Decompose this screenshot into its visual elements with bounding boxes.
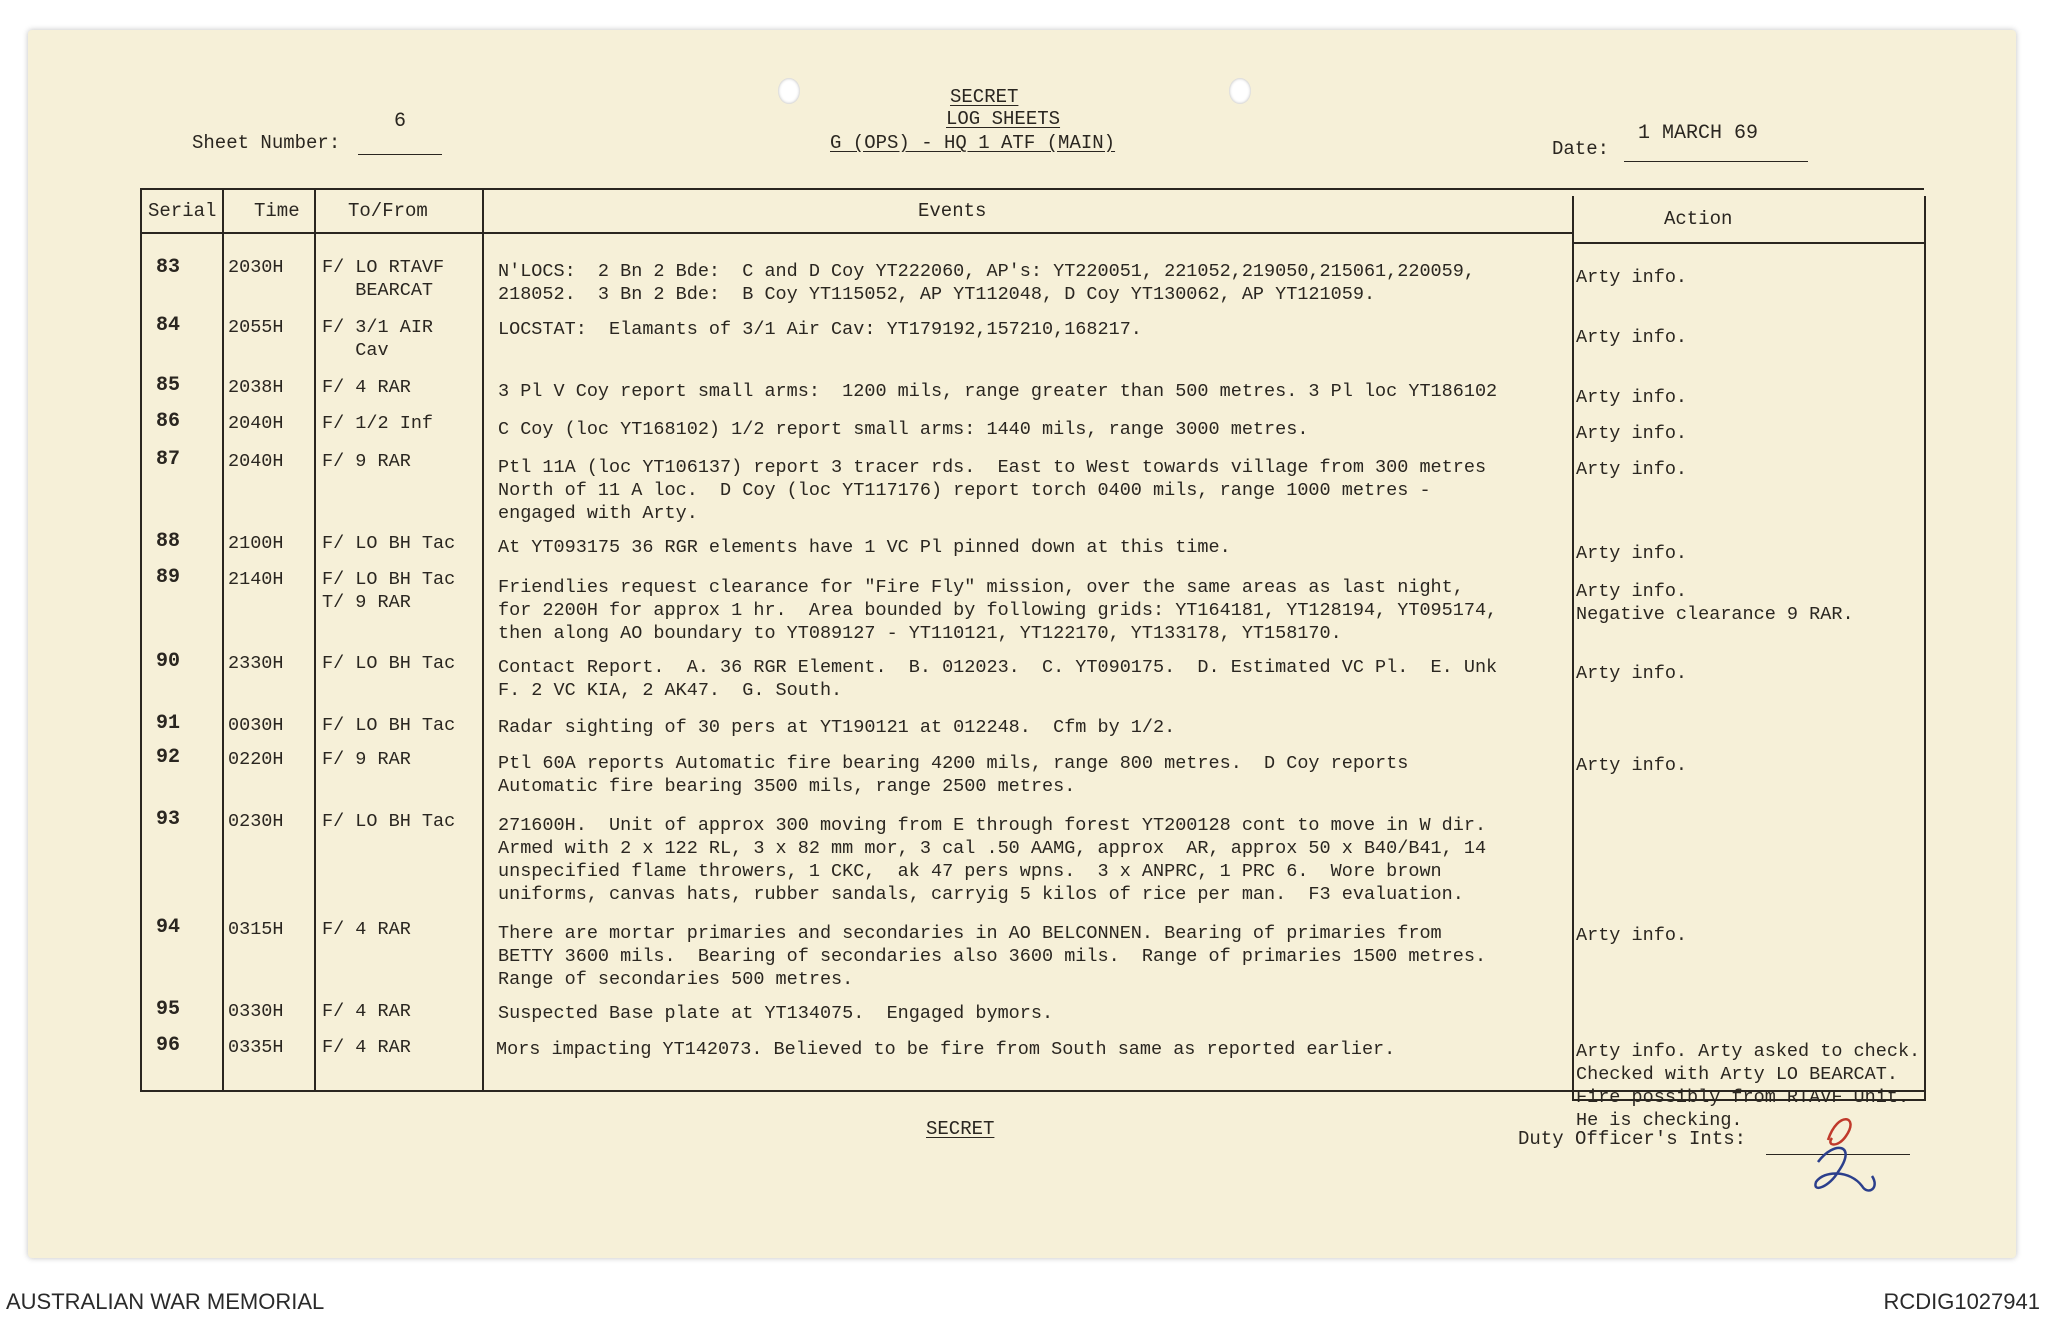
row-serial: 85 [156,374,181,397]
row-action: Arty info. [1576,925,1688,946]
col-divider-serial [222,188,224,1090]
col-header-to-from: To/From [348,200,428,222]
row-to-from: F/ LO BH Tac [322,715,456,736]
row-action: Arty info. Negative clearance 9 RAR. [1576,581,1854,625]
header-divider [140,232,1574,234]
row-action: Arty info. [1576,327,1688,348]
sheet-number-value: 6 [358,110,442,155]
row-to-from: F/ 4 RAR [322,1001,411,1022]
col-header-time: Time [254,200,300,222]
row-action: Arty info. [1576,543,1688,564]
row-events: Mors impacting YT142073. Believed to be fire from South same as reported earlier. [496,1039,1396,1060]
row-time: 0315H [228,919,284,940]
row-to-from: F/ 3/1 AIR Cav [322,317,434,361]
row-to-from: F/ 9 RAR [322,451,411,472]
row-action: Arty info. [1576,663,1688,684]
row-time: 2040H [228,413,284,434]
row-action: Arty info. [1576,423,1688,444]
col-divider-tofrom [482,188,484,1090]
row-serial: 91 [156,712,181,735]
row-events: Radar sighting of 30 pers at YT190121 at 012248. Cfm by 1/2. [498,717,1176,738]
row-serial: 95 [156,998,181,1021]
row-time: 0330H [228,1001,284,1022]
row-events: Contact Report. A. 36 RGR Element. B. 012023. C. YT090175. D. Estimated VC Pl. E. Unk F. 2 VC KIA, 2 AK47. G. South. [498,657,1498,701]
archive-footer [0,1284,2048,1321]
row-events: 271600H. Unit of approx 300 moving from E through forest YT200128 cont to move in W dir. Armed with 2 x 122 RL, 3 x 82 mm mor, 3 cal .50 AAMG, approx AR, approx 50 x B40/B41, 14 unspecified flame throwers, 1 CKC, ak 47 pers wpns. 3 x ANPRC, 1 PRC 6. Wore brown uniforms, canvas hats, rubber sandals, carryig 5 kilos of rice per man. F3 evaluation. [498,815,1487,905]
row-events: C Coy (loc YT168102) 1/2 report small arms: 1440 mils, range 3000 metres. [498,419,1309,440]
date-label: Date: [1552,138,1610,160]
archive-reference: RCDIG1027941 [1883,1289,2040,1314]
row-serial: 84 [156,314,181,337]
row-time: 2030H [228,257,284,278]
form-title: LOG SHEETS [946,108,1061,130]
row-to-from: F/ 9 RAR [322,749,411,770]
row-to-from: F/ LO BH Tac [322,653,456,674]
row-events: Suspected Base plate at YT134075. Engaged bymors. [498,1003,1054,1024]
row-serial: 88 [156,530,181,553]
archive-institution: AUSTRALIAN WAR MEMORIAL [6,1289,325,1314]
row-time: 0335H [228,1037,284,1058]
date-value: 1 MARCH 69 [1624,122,1808,162]
col-header-events: Events [918,200,987,222]
row-to-from: F/ 4 RAR [322,1037,411,1058]
row-time: 2055H [228,317,284,338]
row-action: Arty info. Arty asked to check. Checked with Arty LO BEARCAT. Fire possibly from RTAVF Unit. He is checking. [1576,1041,1921,1131]
row-serial: 86 [156,410,181,433]
row-serial: 83 [156,256,181,279]
col-header-action: Action [1664,208,1733,230]
row-events: LOCSTAT: Elamants of 3/1 Air Cav: YT179192,157210,168217. [498,319,1142,340]
row-to-from: F/ 4 RAR [322,919,411,940]
row-serial: 87 [156,448,181,471]
row-time: 2140H [228,569,284,590]
row-time: 0220H [228,749,284,770]
row-serial: 93 [156,808,181,831]
col-divider-time [314,188,316,1090]
row-serial: 94 [156,916,181,939]
row-to-from: F/ 1/2 Inf [322,413,434,434]
row-serial: 89 [156,566,181,589]
row-time: 2038H [228,377,284,398]
row-action: Arty info. [1576,459,1688,480]
punch-hole-left [778,78,800,104]
row-events: There are mortar primaries and secondaries in AO BELCONNEN. Bearing of primaries from BETTY 3600 mils. Bearing of secondaries also 3600 mils. Range of primaries 1500 metres. Range of secondaries 500 metres. [498,923,1487,990]
row-to-from: F/ LO BH Tac T/ 9 RAR [322,569,456,613]
row-time: 2100H [228,533,284,554]
row-action: Arty info. [1576,755,1688,776]
row-events: 3 Pl V Coy report small arms: 1200 mils, range greater than 500 metres. 3 Pl loc YT186102 [498,381,1498,402]
row-time: 2040H [228,451,284,472]
row-action: Arty info. [1576,267,1688,288]
signature-initials [1788,1100,1898,1210]
row-action: Arty info. [1576,387,1688,408]
col-header-serial: Serial [148,200,217,222]
row-serial: 90 [156,650,181,673]
row-time: 2330H [228,653,284,674]
row-to-from: F/ LO RTAVF BEARCAT [322,257,445,301]
row-time: 0030H [228,715,284,736]
row-events: At YT093175 36 RGR elements have 1 VC Pl pinned down at this time. [498,537,1231,558]
row-events: N'LOCS: 2 Bn 2 Bde: C and D Coy YT222060, AP's: YT220051, 221052,219050,215061,220059, 218052. 3 Bn 2 Bde: B Coy YT115052, AP YT112048, D Coy YT130062, AP YT121059. [498,261,1475,305]
row-to-from: F/ LO BH Tac [322,811,456,832]
duty-officer-label: Duty Officer's Ints: [1518,1128,1747,1150]
sheet-number-label: Sheet Number: [192,132,341,154]
unit-title: G (OPS) - HQ 1 ATF (MAIN) [830,132,1116,154]
row-events: Ptl 60A reports Automatic fire bearing 4200 mils, range 800 metres. D Coy reports Automatic fire bearing 3500 mils, range 2500 metres. [498,753,1409,797]
row-events: Ptl 11A (loc YT106137) report 3 tracer rds. East to West towards village from 300 metres North of 11 A loc. D Coy (loc YT117176) report torch 0400 mils, range 1000 metres - engaged with Arty. [498,457,1487,524]
row-events: Friendlies request clearance for "Fire Fly" mission, over the same areas as last night, for 2200H for approx 1 hr. Area bounded by following grids: YT164181, YT128194, YT095174, then along AO boundary to YT089127 - YT110121, YT122170, YT133178, YT158170. [498,577,1498,644]
row-serial: 96 [156,1034,181,1057]
row-serial: 92 [156,746,181,769]
classification-top: SECRET [950,86,1019,108]
row-time: 0230H [228,811,284,832]
row-to-from: F/ 4 RAR [322,377,411,398]
punch-hole-right [1229,78,1251,104]
row-to-from: F/ LO BH Tac [322,533,456,554]
classification-bottom: SECRET [926,1118,995,1140]
action-header-divider [1572,242,1924,244]
